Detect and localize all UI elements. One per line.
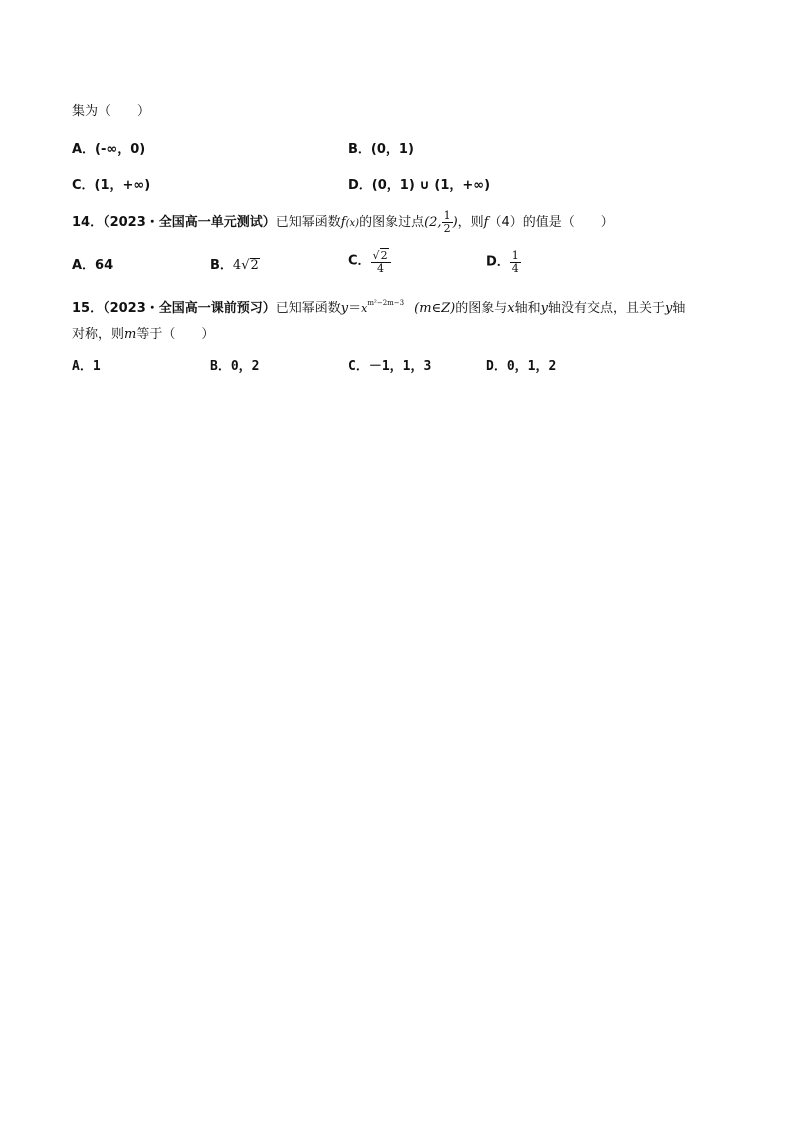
q14-text-2: 的图象过点	[359, 215, 425, 230]
q15-exponent: m²−2m−3	[367, 299, 405, 307]
sqrt-icon: √2	[372, 249, 388, 262]
q14-text-1: 已知幂函数	[275, 215, 341, 230]
q14-option-d-prefix: D．	[486, 254, 510, 270]
q15-text-3: 轴和	[514, 301, 541, 316]
q15-option-b: B．0，2	[210, 359, 260, 374]
q13-option-b: B．(0，1)	[348, 142, 414, 157]
q15-y-var: y	[540, 301, 548, 316]
q14-option-b-prefix: B．	[210, 258, 233, 273]
q15-stem-line-2	[72, 326, 214, 344]
q14-source: （2023・全国高一单元测试）	[103, 215, 276, 230]
q15-text-1: 已知幂函数	[275, 301, 341, 316]
q15-stem-line-1	[72, 294, 685, 318]
q14-option-c	[348, 248, 391, 275]
q14-option-c-radicand: 2	[380, 249, 388, 262]
q14-f-label: f	[483, 215, 489, 230]
q15-source: （2023・全国高一课前预习）	[103, 301, 276, 316]
q13-tail-text: 集为（ ）	[72, 104, 151, 119]
q14-option-d-num: 1	[511, 249, 519, 262]
q14-stem	[72, 207, 614, 240]
q14-func: f	[340, 215, 346, 230]
q15-eq: ＝	[348, 301, 362, 316]
q15-y: y	[340, 301, 349, 316]
q14-number: 14．	[72, 215, 104, 230]
q13-option-c: C．(1，+∞)	[72, 178, 151, 193]
q15-text-4: 轴没有交点，且关于	[548, 301, 666, 316]
q15-m-var: m	[124, 327, 137, 342]
q14-option-b	[210, 257, 260, 275]
q14-option-b-radicand: 2	[250, 258, 259, 273]
q14-option-a: A．64	[72, 258, 114, 273]
q15-x-base: x	[361, 302, 368, 315]
q14-point-den: 2	[443, 222, 451, 235]
q15-condition: (m∈Z)	[414, 301, 456, 316]
q14-option-d-fraction	[510, 250, 521, 275]
sqrt-icon: √2	[241, 258, 259, 273]
q14-option-d-den: 4	[511, 262, 519, 275]
q13-stem-tail	[72, 103, 150, 121]
q15-text-5: 轴	[672, 301, 686, 316]
q14-option-c-fraction	[371, 248, 391, 275]
q14-option-c-prefix: C．	[348, 253, 371, 269]
q15-line2-text-2: 等于（ ）	[136, 327, 215, 342]
q14-option-c-den: 4	[377, 262, 385, 275]
q14-point-open: (2,	[424, 215, 442, 230]
q15-x-var: x	[507, 301, 515, 316]
q14-func-arg: (x)	[345, 218, 360, 229]
q14-text-3: ，则	[457, 215, 484, 230]
q14-point-fraction	[442, 210, 453, 235]
q13-option-d: D．(0，1) ∪ (1，+∞)	[348, 178, 491, 193]
q15-line2-text-1: 对称，则	[72, 327, 125, 342]
q14-point-close: )	[452, 215, 458, 230]
q14-option-c-num	[371, 248, 391, 263]
q14-option-b-coef: 4	[232, 258, 242, 273]
q15-y-var-2: y	[665, 301, 673, 316]
q15-number: 15．	[72, 301, 104, 316]
q14-point-num: 1	[443, 209, 451, 222]
q14-option-d	[486, 250, 521, 275]
q15-option-c: C．－1，1，3	[348, 359, 432, 374]
q15-text-2: 的图象与	[455, 301, 508, 316]
q15-option-d: D．0，1，2	[486, 359, 557, 374]
q14-text-4: （4）的值是（ ）	[488, 215, 614, 230]
q13-option-a: A．(-∞，0)	[72, 142, 146, 157]
q15-option-a: A．1	[72, 359, 101, 374]
